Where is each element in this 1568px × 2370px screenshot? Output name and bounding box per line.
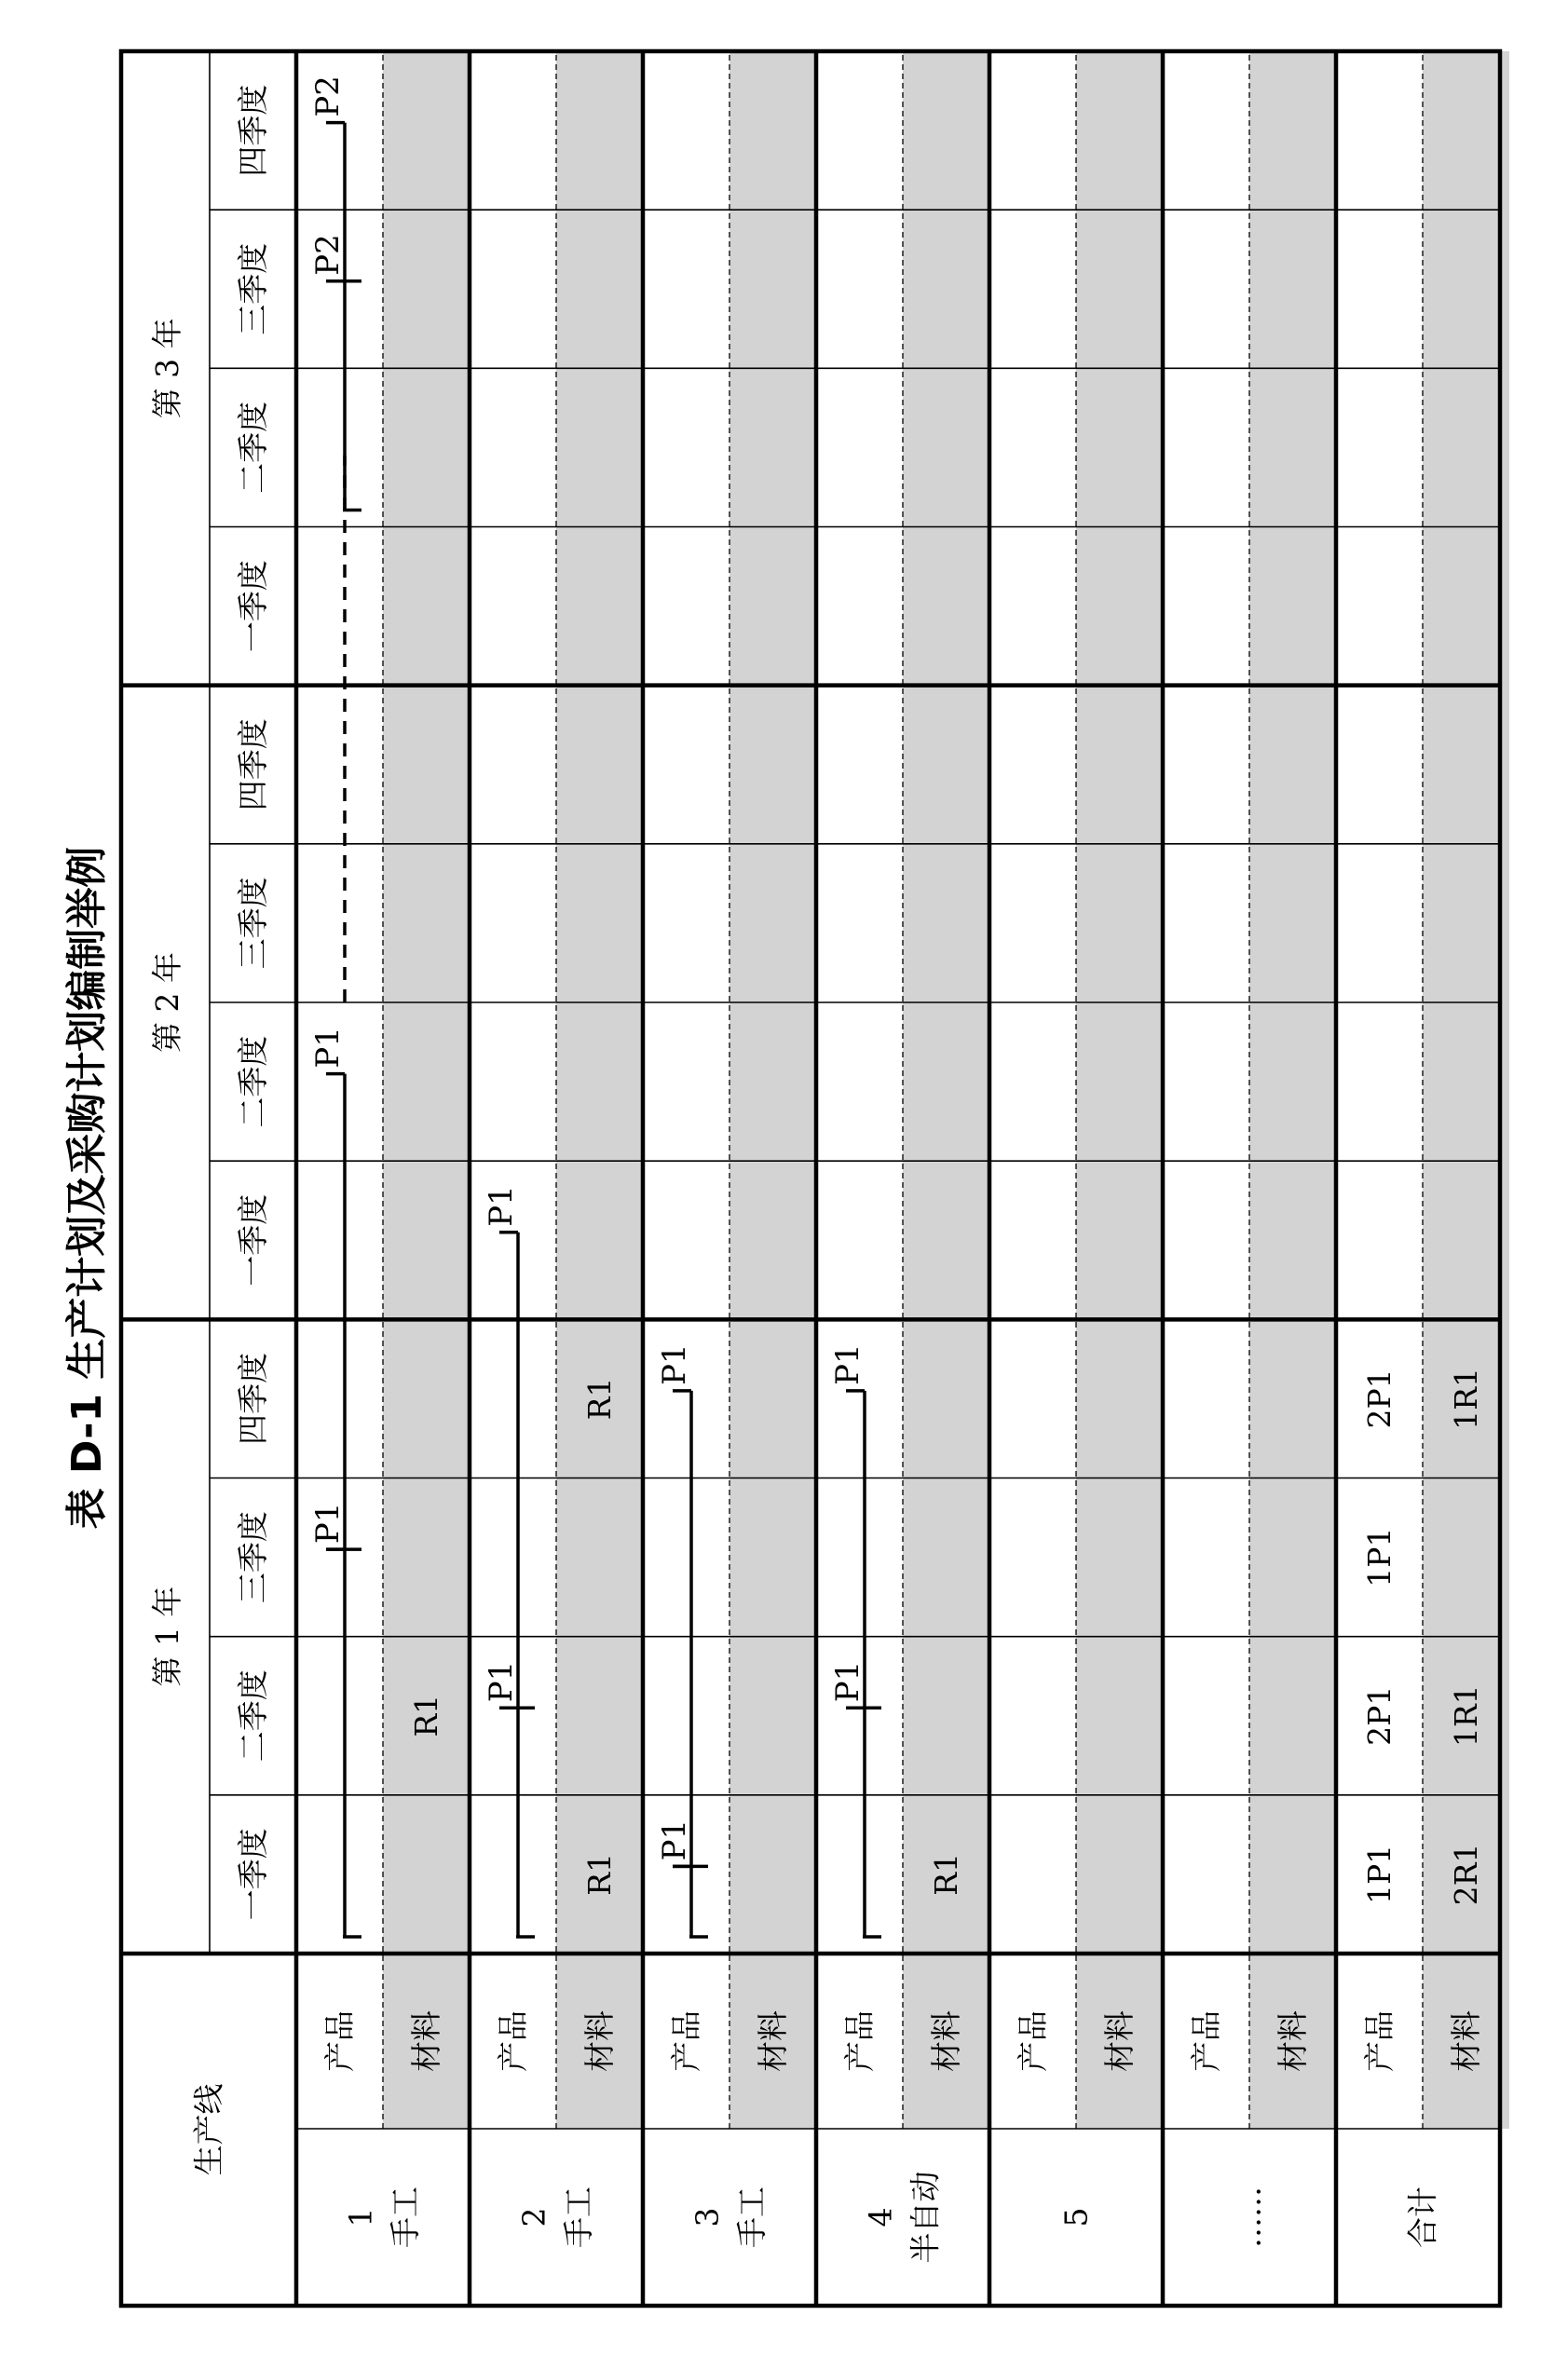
material-row-label: 材料 — [1448, 2010, 1484, 2072]
production-complete-label: P1 — [656, 1343, 693, 1385]
line-type: 手工 — [560, 2186, 597, 2248]
total-product: 1P1 — [1361, 1844, 1398, 1905]
quarter-header: 三季度 — [235, 877, 271, 970]
line-number: 3 — [689, 2207, 726, 2227]
line-header-label: 生产线 — [190, 2083, 227, 2176]
quarter-header: 一季度 — [235, 1828, 271, 1921]
quarter-header: 四季度 — [235, 84, 271, 177]
total-material: 1R1 — [1448, 1367, 1484, 1430]
production-complete-label: P1 — [483, 1185, 520, 1227]
page-title: 表 D-1 生产计划及采购计划编制举例 — [63, 846, 111, 1530]
material-row-label: 材料 — [408, 2010, 444, 2072]
total-product: 2P1 — [1361, 1369, 1398, 1429]
quarter-header: 一季度 — [235, 1193, 271, 1287]
material-mark: R1 — [581, 1852, 618, 1896]
quarter-header: 四季度 — [235, 718, 271, 811]
production-complete-label: P1 — [309, 1502, 347, 1545]
production-complete-label: P2 — [309, 234, 347, 276]
line-number: 1 — [342, 2207, 379, 2227]
material-row-label: 材料 — [581, 2010, 618, 2072]
line-number: …… — [1231, 2186, 1268, 2248]
year-header: 第 1 年 — [149, 1586, 185, 1687]
material-row-shade — [383, 51, 470, 2129]
product-row-label: 产品 — [321, 2010, 358, 2072]
line-type: 半自动 — [907, 2171, 944, 2264]
material-mark: R1 — [581, 1377, 618, 1421]
product-row-label: 产品 — [841, 2010, 878, 2072]
quarter-header: 二季度 — [235, 1669, 271, 1763]
material-row-shading — [383, 51, 1509, 2129]
year-header: 第 2 年 — [149, 952, 185, 1053]
quarter-header: 四季度 — [235, 1352, 271, 1445]
quarter-header: 一季度 — [235, 560, 271, 653]
material-row-shade — [1423, 51, 1509, 2129]
line-number: 合计 — [1404, 2186, 1441, 2248]
total-material: 2R1 — [1448, 1843, 1484, 1906]
production-complete-label: P1 — [829, 1343, 866, 1385]
production-complete-label: P1 — [309, 1027, 347, 1069]
quarter-header: 三季度 — [235, 242, 271, 335]
material-row-shade — [729, 51, 816, 2129]
material-row-label: 材料 — [755, 2010, 791, 2072]
production-complete-label: P1 — [656, 1818, 693, 1861]
product-row-label: 产品 — [495, 2010, 531, 2072]
material-row-label: 材料 — [1101, 2010, 1138, 2072]
total-product: 1P1 — [1361, 1527, 1398, 1587]
product-row-label: 产品 — [1015, 2010, 1051, 2072]
quarter-header: 三季度 — [235, 1511, 271, 1604]
total-material: 1R1 — [1448, 1684, 1484, 1748]
line-type: 手工 — [387, 2186, 424, 2248]
quarter-header: 二季度 — [235, 1035, 271, 1128]
production-complete-label: P1 — [483, 1660, 520, 1703]
product-row-label: 产品 — [668, 2010, 704, 2072]
line-number: 4 — [862, 2207, 899, 2227]
material-mark: R1 — [408, 1694, 444, 1737]
product-row-label: 产品 — [1188, 2010, 1224, 2072]
plan-table — [121, 51, 1509, 2306]
quarter-header: 二季度 — [235, 401, 271, 494]
year-header: 第 3 年 — [149, 318, 185, 419]
product-row-label: 产品 — [1361, 2010, 1398, 2072]
material-row-shade — [1076, 51, 1163, 2129]
line-number: 2 — [515, 2207, 552, 2227]
line-number: 5 — [1057, 2207, 1095, 2227]
material-mark: R1 — [928, 1852, 964, 1896]
material-row-label: 材料 — [928, 2010, 964, 2072]
production-complete-label: P2 — [309, 75, 347, 117]
production-complete-label: P1 — [829, 1660, 866, 1703]
material-row-shade — [1249, 51, 1336, 2129]
line-type: 手工 — [733, 2186, 770, 2248]
material-row-shade — [556, 51, 643, 2129]
material-row-shade — [903, 51, 989, 2129]
material-row-label: 材料 — [1275, 2010, 1311, 2072]
total-product: 2P1 — [1361, 1685, 1398, 1746]
